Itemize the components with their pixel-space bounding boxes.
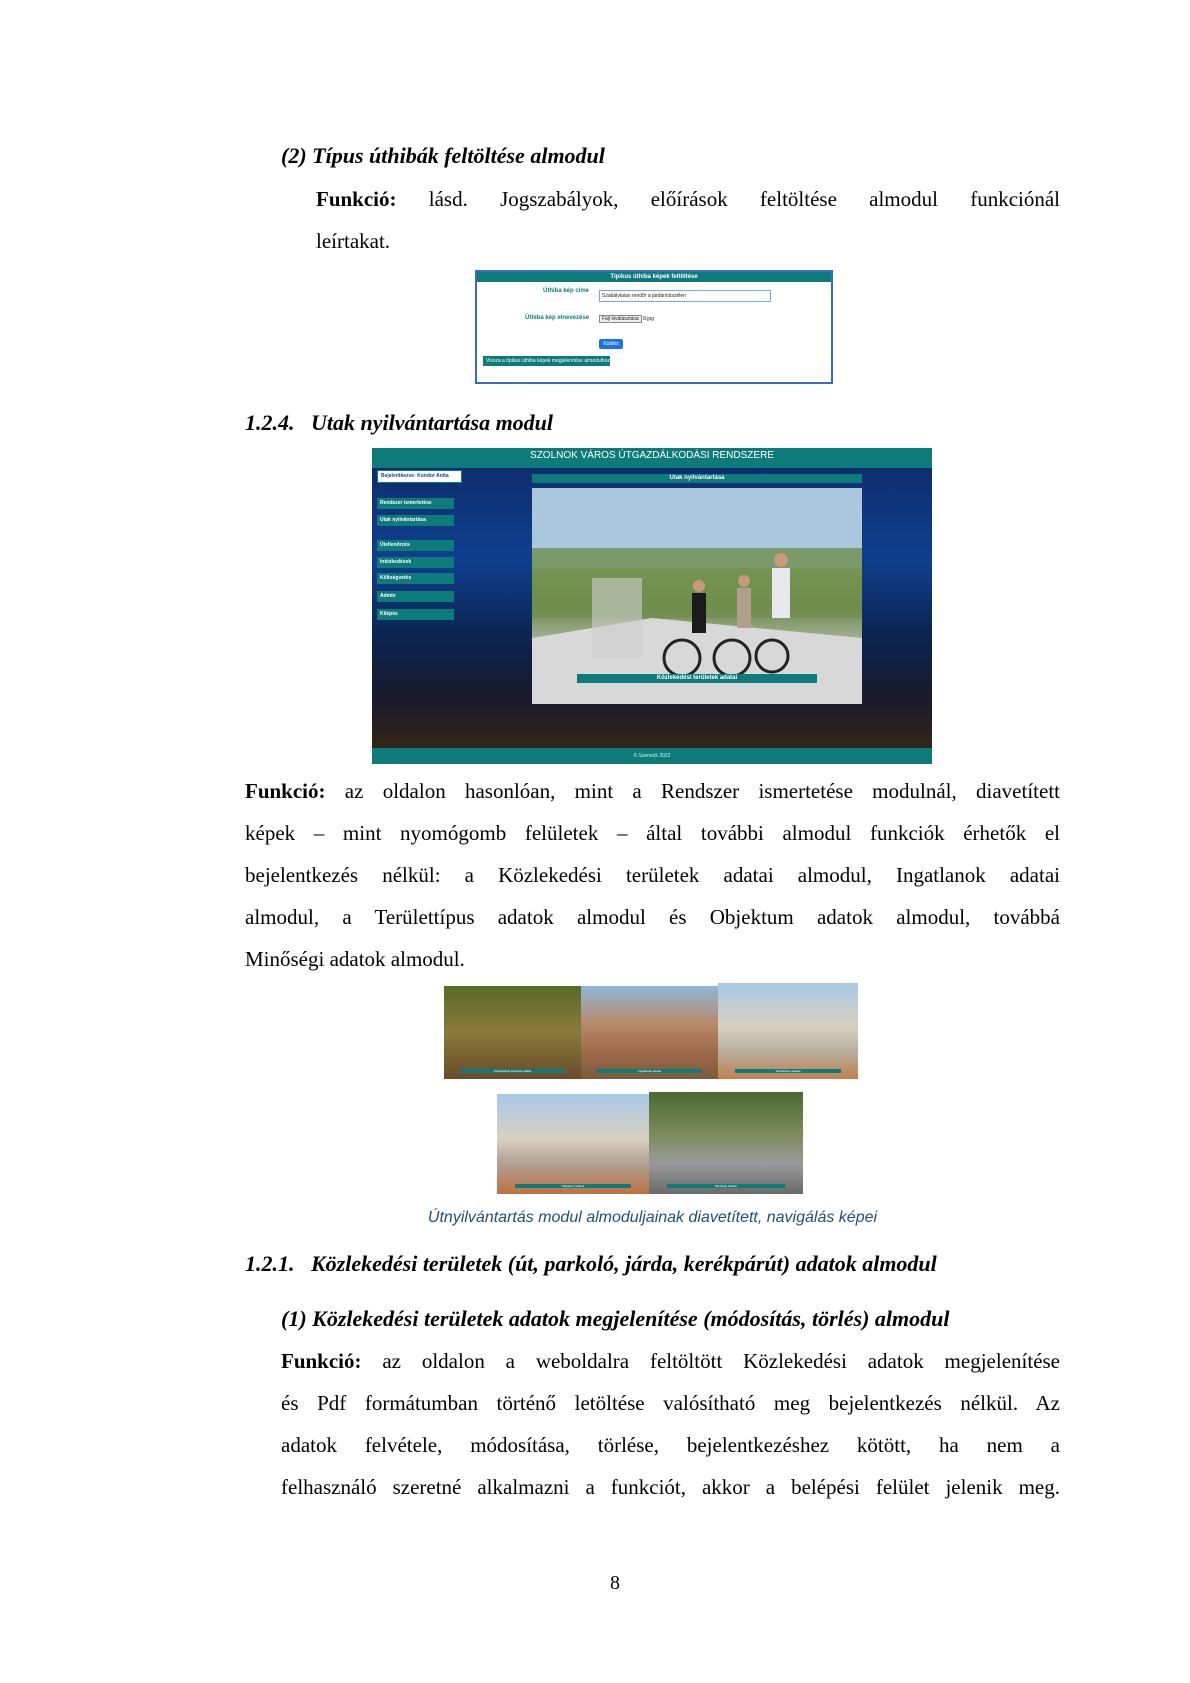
menu-item-system[interactable]: Rendszer ismertetése: [377, 498, 454, 509]
back-button[interactable]: Vissza a típikus úthiba képek megjelenítése almodulhoz: [483, 356, 610, 366]
traffic-text-line3: adatok felvétele, módosítása, törlése, bejelentkezéshez kötött, ha nem a: [281, 1433, 1060, 1457]
field1-label: Úthiba kép címe: [543, 288, 590, 294]
roads-app-screenshot: [372, 448, 932, 764]
thumbnail-objects[interactable]: [497, 1094, 649, 1194]
menu-item-roads[interactable]: Utak nyilvántartása: [377, 515, 454, 526]
cyclists-illustration: [532, 488, 862, 704]
roads-text-line3: bejelentkezés nélkül: a Közlekedési területek adatai almodul, Ingatlanok adatai: [245, 863, 1060, 887]
menu-item-admin[interactable]: Admin: [377, 591, 454, 602]
slideshow-image[interactable]: [532, 488, 862, 704]
roads-line: az oldalon hasonlóan, mint a Rendszer ismertetése modulnál, diavetített: [344, 779, 1060, 803]
slide-caption[interactable]: Közlekedési területek adatai: [577, 674, 817, 683]
upload-form-screenshot: [475, 270, 833, 384]
roads-text-line1: [245, 770, 1060, 812]
traffic-areas-heading: [245, 1251, 937, 1277]
file-name: 8.jpg: [643, 316, 654, 322]
upload-text: lásd. Jogszabályok, előírások feltöltése almodul funkciónál: [428, 187, 1061, 211]
heading-text: Utak nyilvántartása modul: [311, 410, 554, 435]
menu-item-budget[interactable]: Költségvetés: [377, 573, 454, 584]
roads-text-line2: képek – mint nyomógomb felületek – által további almodul funkciók érhetők el: [245, 821, 1060, 845]
roads-text-line4: almodul, a Területtípus adatok almodul és Objektum adatok almodul, továbbá: [245, 905, 1060, 929]
thumbnail-traffic-areas[interactable]: [444, 986, 581, 1079]
thumbnail-area-types[interactable]: [718, 983, 858, 1079]
app-header: SZOLNOK VÁROS ÚTGAZDÁLKODÁSI RENDSZERE: [372, 448, 932, 468]
upload-section-text-line2: leírtakat.: [316, 229, 391, 253]
send-button[interactable]: Küldés: [599, 339, 623, 349]
upload-section-heading: (2) Típus úthibák feltöltése almodul: [281, 143, 605, 168]
choose-file-button[interactable]: Fájl kiválasztása: [599, 315, 642, 323]
thumbnail-caption: Területtípus adatok: [735, 1069, 841, 1073]
traffic-sub-heading: (1) Közlekedési területek adatok megjelenítése (módosítás, törlés) almodul: [281, 1306, 950, 1331]
logged-in-user: Bejelentkezve: Kondor Anita: [377, 470, 462, 483]
traffic-line: az oldalon a weboldalra feltöltött Közlekedési adatok megjelenítése: [382, 1349, 1061, 1373]
thumbnail-caption: Minőségi adatok: [667, 1184, 784, 1188]
thumbnail-caption: Objektum adatok: [515, 1184, 631, 1188]
upload-section-text-line1: [316, 178, 1060, 220]
thumbnail-properties[interactable]: [581, 986, 718, 1079]
title-input[interactable]: Szabálytalan rendőr a járdán/útszélen: [599, 290, 771, 302]
heading-number: 1.2.1.: [245, 1251, 295, 1276]
heading-number: 1.2.4.: [245, 410, 295, 435]
funkcio-label: Funkció:: [281, 1349, 362, 1373]
page-number: 8: [610, 1572, 620, 1594]
file-input[interactable]: [599, 316, 654, 322]
panel-title: Utak nyilvántartása: [532, 474, 862, 483]
heading-text: Közlekedési területek (út, parkoló, járda, kerékpárút) adatok almodul: [311, 1251, 937, 1276]
figure-caption: Útnyilvántartás modul almoduljainak diavetített, navigálás képei: [427, 1209, 878, 1226]
thumbnail-quality[interactable]: [649, 1092, 803, 1194]
menu-item-measures[interactable]: Intézkedések: [377, 557, 454, 568]
funkcio-label: Funkció:: [245, 779, 326, 803]
traffic-text-line1: [281, 1340, 1060, 1382]
roads-text-line5: Minőségi adatok almodul.: [245, 947, 465, 971]
field2-label: Úthiba kép elnevezése: [525, 315, 590, 321]
app-footer: © Szeneck 2022: [372, 748, 932, 764]
menu-item-inspection[interactable]: Útellenőrzés: [377, 540, 454, 551]
traffic-text-line4: felhasználó szeretné alkalmazni a funkciót, akkor a belépési felület jelenik meg.: [281, 1475, 1060, 1499]
thumbnail-caption: Közlekedési területek adatai: [460, 1069, 564, 1073]
upload-form-title: Típikus úthiba képek feltöltése: [477, 272, 831, 282]
roads-module-heading: [245, 410, 553, 436]
traffic-text-line2: és Pdf formátumban történő letöltése valósítható meg bejelentkezés nélkül. Az: [281, 1391, 1060, 1415]
menu-item-logout[interactable]: Kilépés: [377, 609, 454, 620]
thumbnail-caption: Ingatlanok adatai: [597, 1069, 701, 1073]
funkcio-label: Funkció:: [316, 187, 397, 211]
